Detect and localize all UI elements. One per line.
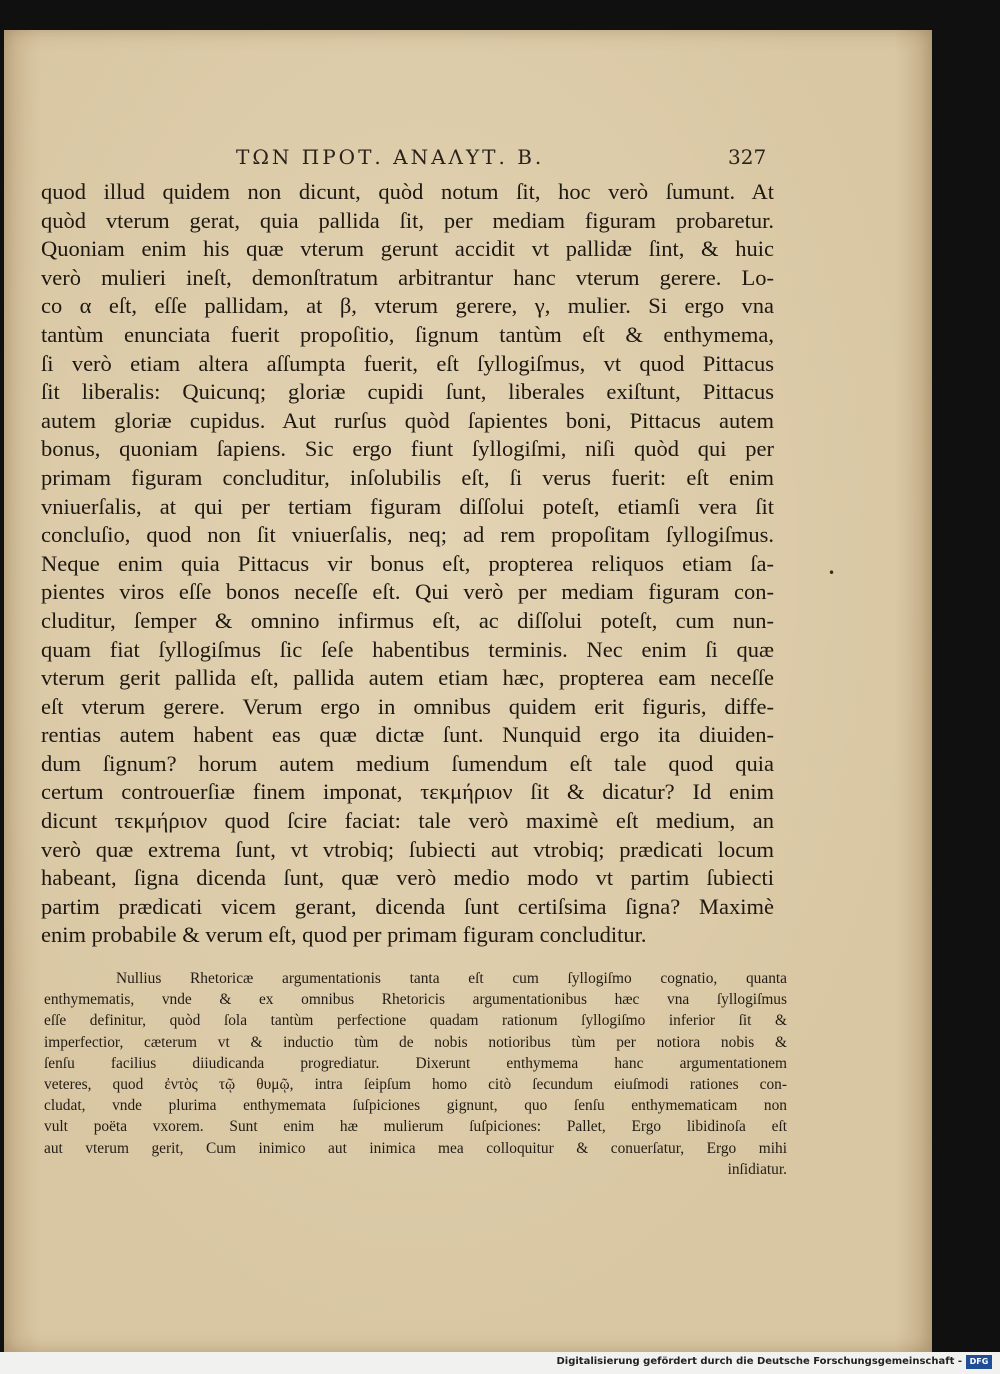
text-line: ſi verò etiam altera aſſumpta fuerit, eſt ſyllogiſmus, vt quod Pittacus	[41, 350, 774, 376]
text-line: dicunt τεκμήριον quod ſcire faciat: tale verò maximè eſt medium, an	[41, 808, 774, 834]
text-line: quam fiat ſyllogiſmus ſic ſeſe habentibus terminis. Nec enim ſi quæ	[41, 636, 774, 662]
page-number: 327	[728, 145, 767, 169]
text-line: co α eſt, eſſe pallidam, at β, vterum gerere, γ, mulier. Si ergo vna	[41, 293, 774, 319]
footnote-line: eſſe definitur, quòd ſola tantùm perfectione quadam rationum ſyllogiſmo inferior ſit &	[44, 1012, 787, 1030]
footnote-line: imperfectior, cæterum vt & inductio tùm de nobis notioribus tùm per notiora nobis &	[44, 1033, 787, 1051]
text-line: vterum gerit pallida eſt, pallida autem etiam hæc, propterea eam neceſſe	[41, 665, 774, 691]
text-line: rentias autem habent eas quæ dictæ ſunt. Nunquid ergo ita diuiden-	[41, 722, 774, 748]
text-line: partim prædicati vicem gerant, dicenda ſunt certiſsima ſigna? Maximè	[41, 893, 774, 919]
text-line: verò quæ extrema ſunt, vt vtrobiq; ſubiecti aut vtrobiq; prædicati locum	[41, 836, 774, 862]
footnote-line: veteres, quod ἐντὸς τῷ θυμῷ, intra ſeipſum homo citò ſecundum eiuſmodi rationes con-	[44, 1075, 787, 1093]
text-line: dum ſignum? horum autem medium ſumendum eſt tale quod quia	[41, 750, 774, 776]
footnote-line: vult poëta vxorem. Sunt enim hæ mulierum ſuſpiciones: Pallet, Ergo libidinoſa eſt	[44, 1118, 787, 1136]
text-line: eſt vterum gerere. Verum ergo in omnibus quidem erit figuris, diffe-	[41, 693, 774, 719]
text-line: pientes viros eſſe bonos neceſſe eſt. Qui verò per mediam figuram con-	[41, 579, 774, 605]
footnote-line: Nullius Rhetoricæ argumentationis tanta eſt cum ſyllogiſmo cognatio, quanta	[116, 970, 787, 987]
text-line: ſit liberalis: Quicunq; gloriæ cupidi ſunt, liberales exiſtunt, Pittacus	[41, 379, 774, 405]
commentary-footnote	[44, 968, 787, 1180]
text-line: tantùm enunciata fuerit propoſitio, ſignum tantùm eſt & enthymema,	[41, 321, 774, 347]
running-head	[4, 145, 932, 175]
text-line: enim probabile & verum eſt, quod per primam figuram concluditur.	[41, 922, 647, 948]
text-line: Neque enim quia Pittacus vir bonus eſt, propterea reliquos etiam ſa-	[41, 550, 774, 576]
dfg-logo: DFG	[966, 1355, 992, 1369]
text-line: Quoniam enim his quæ vterum gerunt accidit vt pallidæ ſint, & huic	[41, 236, 774, 262]
text-line: vniuerſalis, at qui per tertiam figuram diſſolui poteſt, etiamſi vera ſit	[41, 493, 774, 519]
footer-bar	[0, 1352, 1000, 1374]
text-line: certum controuerſiæ finem imponat, τεκμήριον ſit & dicatur? Id enim	[41, 779, 774, 805]
text-line: concluſio, quod non ſit vniuerſalis, neq; ad rem propoſitam ſyllogiſmus.	[41, 522, 774, 548]
text-line: primam figuram concluditur, inſolubilis eſt, ſi verus fuerit: eſt enim	[41, 464, 774, 490]
text-line: quòd vterum gerat, quia pallida ſit, per mediam figuram probaretur.	[41, 207, 774, 233]
footnote-line: cludat, vnde plurima enthymemata ſuſpiciones gignunt, quo ſenſu enthymematicam non	[44, 1097, 787, 1115]
running-title: ΤΩΝ ΠΡΟΤ. ΑΝΑΛΥΤ. Β.	[236, 145, 545, 169]
digitization-credit: Digitalisierung gefördert durch die Deutsche Forschungsgemeinschaft -	[556, 1356, 962, 1367]
footnote-line: ſenſu facilius diiudicanda progrediatur. Dixerunt enthymema hanc argumentationem	[44, 1054, 787, 1072]
footnote-line: aut vterum gerit, Cum inimico aut inimica mea colloquitur & conuerſatur, Ergo mihi	[44, 1139, 787, 1157]
main-text-block	[41, 178, 774, 950]
text-line: quod illud quidem non dicunt, quòd notum ſit, hoc verò ſumunt. At	[41, 179, 774, 204]
footnote-line: enthymematis, vnde & ex omnibus Rhetoricis argumentationibus hæc vna ſyllogiſmus	[44, 991, 787, 1009]
margin-mark: •	[828, 566, 836, 580]
book-page	[4, 30, 932, 1352]
text-line: bonus, quoniam ſapiens. Sic ergo fiunt ſyllogiſmi, niſi quòd qui per	[41, 436, 774, 462]
text-line: habeant, ſigna dicenda ſunt, quæ verò medio modo vt partim ſubiecti	[41, 865, 774, 891]
catchword: inſidiatur.	[727, 1160, 787, 1178]
text-line: verò mulieri ineſt, demonſtratum arbitrantur hanc vterum gerere. Lo-	[41, 264, 774, 290]
text-line: autem gloriæ cupidus. Aut rurſus quòd ſapientes boni, Pittacus autem	[41, 407, 774, 433]
text-line: cluditur, ſemper & omnino infirmus eſt, ac diſſolui poteſt, cum nun-	[41, 607, 774, 633]
